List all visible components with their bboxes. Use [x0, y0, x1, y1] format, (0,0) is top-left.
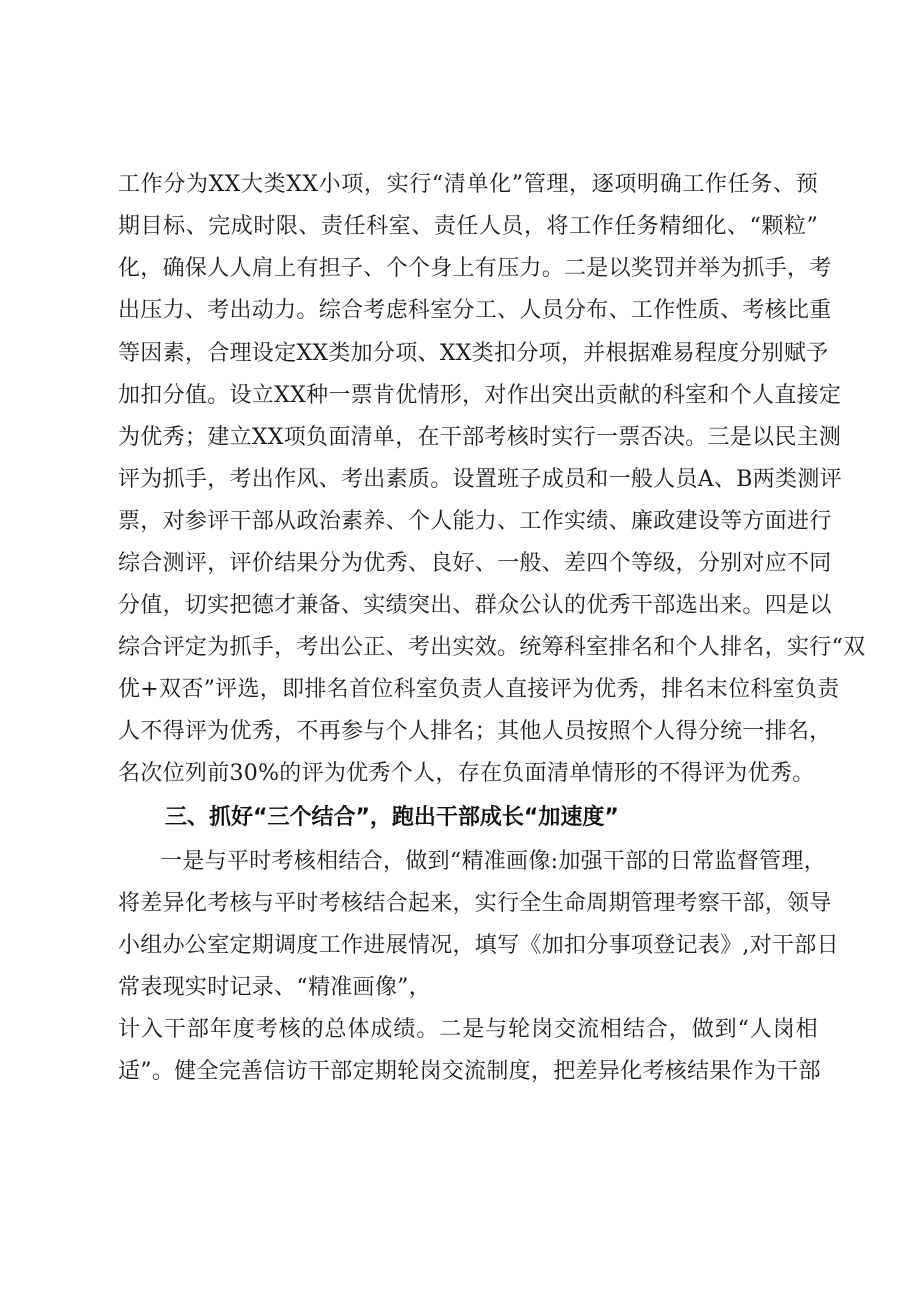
body-line: 适”。健全完善信访干部定期轮岗交流制度，把差异化考核结果作为干部 [118, 1059, 821, 1084]
body-line: 化，确保人人肩上有担子、个个身上有压力。二是以奖罚并举为抓手，考 [118, 256, 832, 281]
body-line: 期目标、完成时限、责任科室、责任人员，将工作任务精细化、“颗粒” [118, 214, 818, 239]
body-line: 优+双否”评选，即排名首位科室负责人直接评为优秀，排名末位科室负责 [118, 677, 840, 702]
body-line: 小组办公室定期调度工作进展情况，填写《加扣分事项登记表》,对干部日 [118, 933, 839, 958]
body-line: 出压力、考出动力。综合考虑科室分工、人员分布、工作性质、考核比重 [118, 298, 832, 323]
body-line: 综合测评，评价结果分为优秀、良好、一般、差四个等级，分别对应不同 [118, 551, 832, 576]
section-heading: 三、抓好“三个结合”，跑出干部成长“加速度” [165, 805, 619, 830]
body-line: 一是与平时考核相结合，做到“精准画像:加强干部的日常监督管理， [160, 849, 826, 874]
body-line: 工作分为XX大类XX小项，实行“清单化”管理，逐项明确工作任务、预 [118, 172, 818, 197]
body-line: 分值，切实把德才兼备、实绩突出、群众公认的优秀干部选出来。四是以 [118, 593, 832, 618]
body-line: 综合评定为抓手，考出公正、考出实效。统筹科室排名和个人排名，实行“双 [118, 635, 866, 660]
body-line: 常表现实时记录、“精准画像”， [118, 975, 431, 1000]
body-line: 人不得评为优秀，不再参与个人排名；其他人员按照个人得分统一排名， [118, 719, 832, 744]
body-line: 加扣分值。设立XX种一票肯优情形，对作出突出贡献的科室和个人直接定 [118, 383, 842, 408]
body-line: 计入干部年度考核的总体成绩。二是与轮岗交流相结合，做到“人岗相 [118, 1017, 818, 1042]
body-line: 等因素，合理设定XX类加分项、XX类扣分项，并根据难易程度分别赋予 [118, 341, 829, 366]
body-line: 名次位列前30%的评为优秀个人，存在负面清单情形的不得评为优秀。 [118, 761, 815, 786]
body-line: 评为抓手，考出作风、考出素质。设置班子成员和一般人员A、B两类测评 [118, 467, 842, 492]
body-line: 将差异化考核与平时考核结合起来，实行全生命周期管理考察干部，领导 [118, 891, 832, 916]
body-line: 为优秀；建立XX项负面清单，在干部考核时实行一票否决。三是以民主测 [118, 425, 842, 450]
body-line: 票，对参评干部从政治素养、个人能力、工作实绩、廉政建设等方面进行 [118, 509, 832, 534]
